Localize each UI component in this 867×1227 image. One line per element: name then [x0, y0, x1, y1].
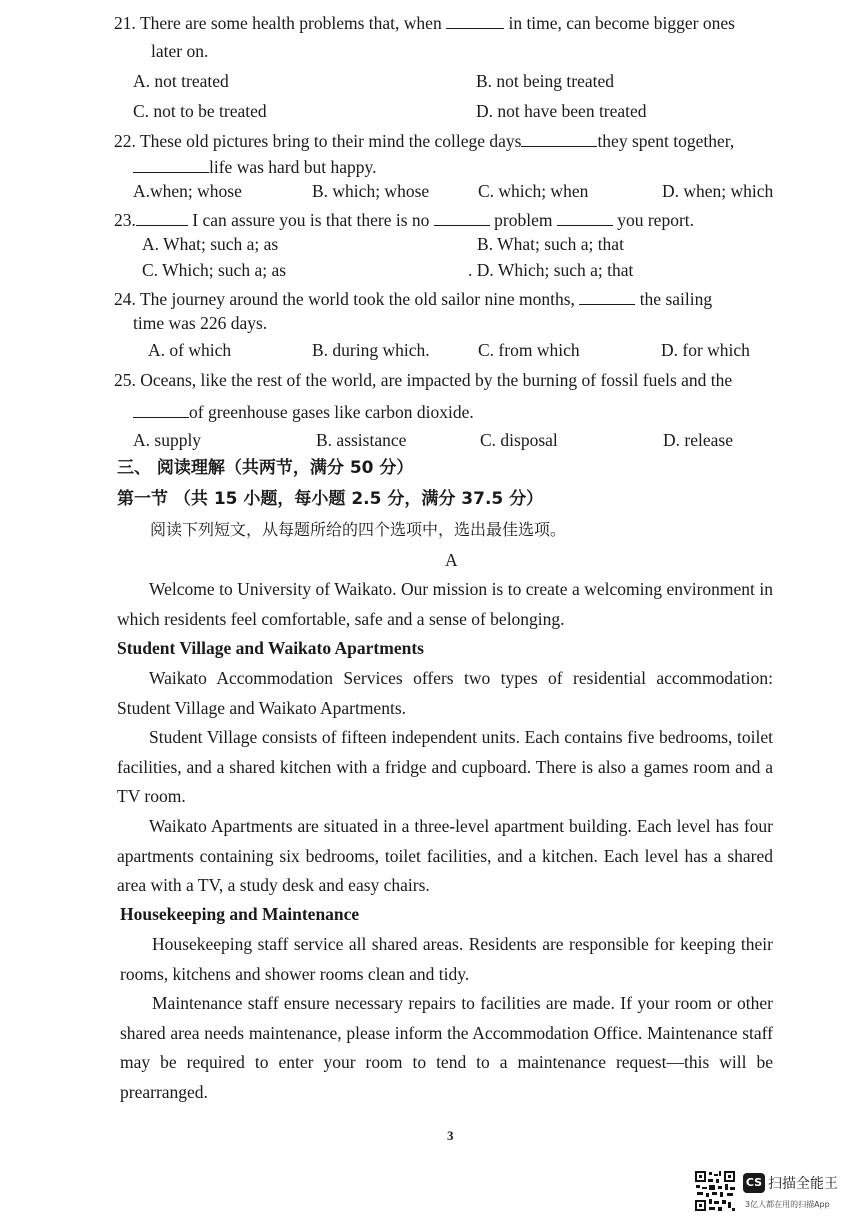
option-d: D. for which — [661, 340, 750, 360]
cs-logo-icon: CS — [743, 1173, 765, 1193]
question-21-line-2: later on. — [151, 41, 209, 61]
option-b: B. which; whose — [312, 181, 430, 201]
question-22-line-2: life was hard but happy. — [133, 157, 377, 177]
option-d: D. when; which — [662, 181, 774, 201]
option-d: D. release — [663, 430, 733, 450]
option-a: A. of which — [148, 340, 232, 360]
answer-blank — [133, 402, 189, 418]
option-a: A. supply — [133, 430, 202, 450]
option-b: B. not being treated — [476, 71, 615, 91]
scanner-tagline: 3亿人都在用的扫描App — [745, 1200, 830, 1209]
question-23-line-1: 23. I can assure you is that there is no problem you report. — [114, 210, 695, 230]
scanner-name: 扫描全能王 — [768, 1176, 838, 1192]
passage-p1: Waikato Accommodation Services offers two types of residential accommodation: Student Village and Waikato Apartments. — [117, 668, 773, 718]
question-25-line-1: 25. Oceans, like the rest of the world, are impacted by the burning of fossil fuels and the — [114, 370, 733, 390]
passage-p5: Maintenance staff ensure necessary repairs to facilities are made. If your room or other shared area needs maintenance, please inform the Accommodation Office. Maintenance staff may be required to enter your room to tend to a maintenance request—this will be prearranged. — [120, 993, 773, 1102]
passage-label: A — [445, 550, 458, 570]
answer-blank — [446, 13, 504, 29]
option-c: C. not to be treated — [133, 101, 267, 121]
option-c: C. disposal — [480, 430, 558, 450]
option-b: B. assistance — [316, 430, 407, 450]
question-25-line-2: of greenhouse gases like carbon dioxide. — [133, 402, 474, 422]
answer-blank — [557, 210, 613, 226]
question-24-line-1: 24. The journey around the world took the old sailor nine months, the sailing — [114, 289, 713, 309]
answer-blank — [521, 131, 597, 147]
question-22-line-1: 22. These old pictures bring to their mind the college days they spent together, — [114, 131, 735, 151]
option-c: C. which; when — [478, 181, 589, 201]
option-d: . D. Which; such a; that — [468, 260, 634, 280]
passage-p4: Housekeeping staff service all shared areas. Residents are responsible for keeping their rooms, kitchens and shower rooms clean and tidy. — [120, 934, 773, 984]
option-a: A. What; such a; as — [142, 234, 279, 254]
passage-p3: Waikato Apartments are situated in a three-level apartment building. Each level has four apartments containing six bedrooms, toilet facilities, and a kitchen. Each level has a shared area with a TV, a study desk and easy chairs. — [117, 816, 773, 895]
option-c: C. from which — [478, 340, 580, 360]
qr-code-icon — [694, 1170, 736, 1212]
question-24-line-2: time was 226 days. — [133, 313, 268, 333]
option-b: B. during which. — [312, 340, 430, 360]
part-title: 第一节 （共 15 小题，每小题 2.5 分，满分 37.5 分） — [117, 489, 544, 509]
option-a: A. not treated — [133, 71, 229, 91]
passage-intro: Welcome to University of Waikato. Our mission is to create a welcoming environment in which residents feel comfortable, safe and a sense of belonging. — [117, 579, 773, 629]
answer-blank — [579, 289, 635, 305]
scanner-watermark — [694, 1170, 854, 1215]
page-number: 3 — [447, 1128, 454, 1143]
passage-p2: Student Village consists of fifteen independent units. Each contains five bedrooms, toilet facilities, and a shared kitchen with a fridge and cupboard. There is also a games room and a TV room. — [117, 727, 773, 806]
question-21-line-1: 21. There are some health problems that, when in time, can become bigger ones — [114, 13, 735, 33]
option-d: D. not have been treated — [476, 101, 647, 121]
answer-blank — [133, 157, 209, 173]
heading-housekeeping: Housekeeping and Maintenance — [120, 904, 360, 924]
option-a: A.when; whose — [133, 181, 242, 201]
answer-blank — [136, 210, 188, 226]
heading-student-village: Student Village and Waikato Apartments — [117, 638, 424, 658]
instruction: 阅读下列短文，从每题所给的四个选项中，选出最佳选项。 — [150, 520, 567, 539]
section-title: 三、 阅读理解（共两节，满分 50 分） — [117, 458, 414, 478]
answer-blank — [434, 210, 490, 226]
option-c: C. Which; such a; as — [142, 260, 287, 280]
option-b: B. What; such a; that — [477, 234, 624, 254]
